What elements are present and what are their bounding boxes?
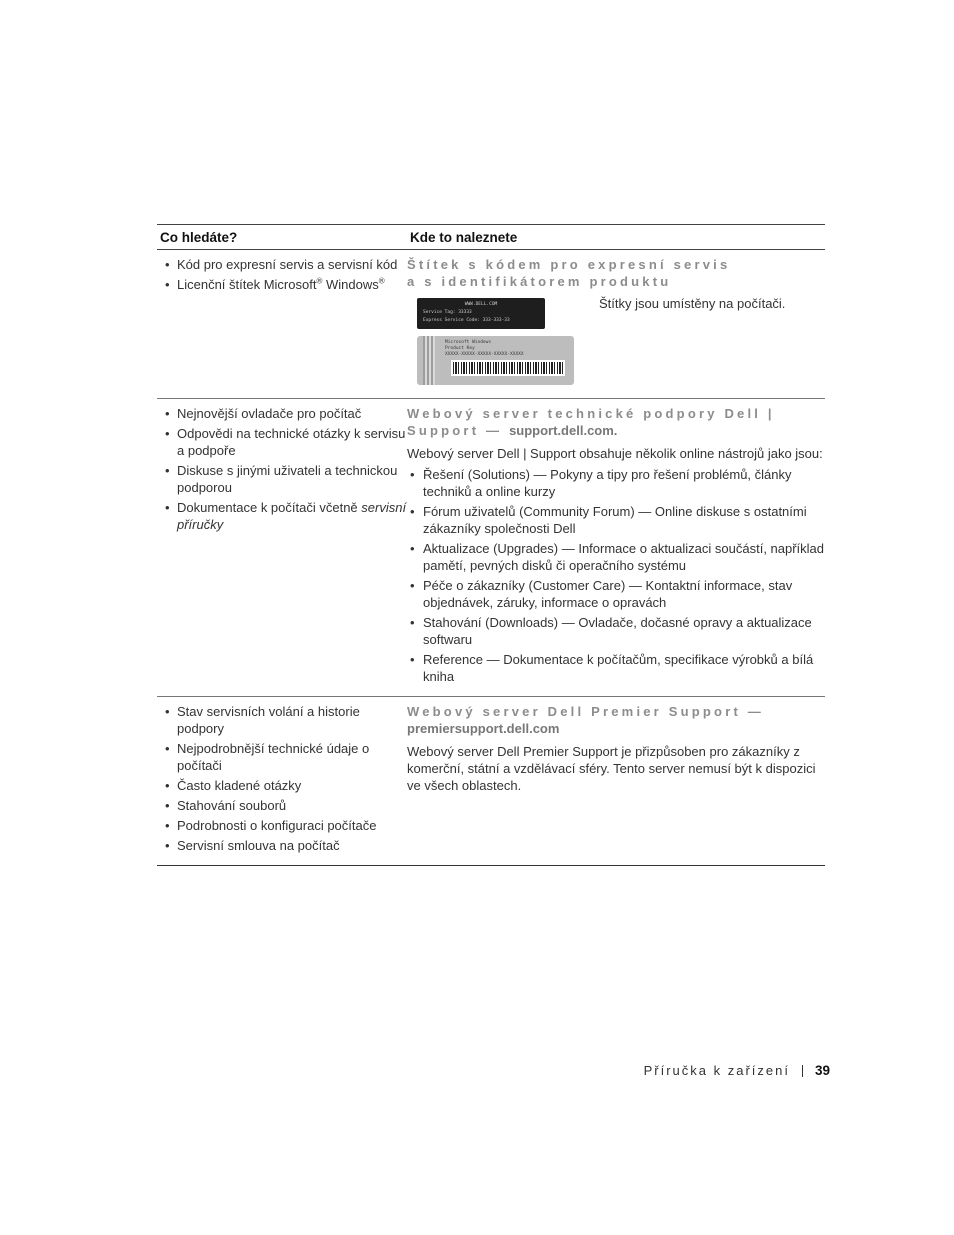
section-title-text: Webový server Dell Premier Support —: [407, 704, 764, 719]
section-title-line: Štítek s kódem pro expresní servis: [407, 257, 731, 272]
label-text: Product Key: [445, 346, 475, 351]
table-row: [157, 250, 825, 399]
header-where: Kde to naleznete: [410, 229, 518, 245]
list-item: • Péče o zákazníky (Customer Care) — Kontaktní informace, stav objednávek, záruky, informace o opravách: [407, 577, 825, 611]
label-text: XXXXX-XXXXX-XXXXX-XXXXX-XXXXX: [445, 352, 524, 357]
row1-what: [157, 250, 407, 398]
list-item: • Podrobnosti o konfiguraci počítače: [163, 817, 407, 834]
barcode-icon: [451, 360, 565, 376]
section-title-text: Webový server technické podpory Dell | Support —: [407, 406, 775, 438]
list-item-emphasis: servisní příručky: [177, 500, 407, 532]
list-item-text: Dokumentace k počítači včetně: [177, 500, 358, 515]
row3-what: [157, 697, 407, 865]
footer-divider: [802, 1065, 803, 1077]
table-header: [157, 224, 825, 250]
list-item-text: Kód pro expresní servis a servisní kód: [177, 257, 398, 272]
support-url: support.dell.com.: [509, 423, 618, 438]
section-title-line: a s identifikátorem produktu: [407, 274, 672, 289]
hologram-strip: [423, 336, 435, 385]
premier-support-url: premiersupport.dell.com: [407, 721, 560, 736]
list-item: • Nejpodrobnější technické údaje o počítači: [163, 740, 407, 774]
list-item-text: Licenční štítek Microsoft: [177, 277, 317, 292]
section-description: Webový server Dell Premier Support je přizpůsoben pro zákazníky z komerční, státní a vzdělávací sféry. Tento server nemusí být k dispozici ve všech oblastech.: [407, 744, 816, 793]
section-title: [407, 703, 825, 737]
list-item: • Diskuse s jinými uživateli a technickou podporou: [163, 462, 407, 496]
info-table: [157, 224, 825, 866]
footer-title: Příručka k zařízení: [643, 1063, 790, 1078]
list-item: [163, 256, 407, 273]
row3-list: [163, 703, 407, 854]
list-item: • Stav servisních volání a historie podpory: [163, 703, 407, 737]
list-item: • Fórum uživatelů (Community Forum) — Online diskuse s ostatními zákazníky společnosti Dell: [407, 503, 825, 537]
service-tag-label-image: [417, 298, 545, 329]
label-text: Service Tag: 33333: [423, 310, 472, 315]
label-text: Express Service Code: 333-333-33: [423, 318, 510, 323]
list-item: • Stahování souborů: [163, 797, 407, 814]
list-item: [163, 276, 407, 293]
row2-sublist: [407, 466, 825, 685]
label-text: Microsoft Windows: [445, 340, 492, 345]
row1-where: [407, 250, 825, 398]
section-title: [407, 405, 825, 439]
list-item: • Servisní smlouva na počítač: [163, 837, 407, 854]
license-label-text: [445, 340, 524, 358]
label-images: [407, 290, 825, 390]
list-item-text: Windows: [325, 277, 379, 292]
list-item: • Aktualizace (Upgrades) — Informace o aktualizaci součástí, například pamětí, pevných disků či operačního systému: [407, 540, 825, 574]
page-number: 39: [814, 1063, 830, 1078]
list-item: • Reference — Dokumentace k počítačům, specifikace výrobků a bílá kniha: [407, 651, 825, 685]
list-item: [163, 499, 407, 533]
table-row: [157, 399, 825, 697]
section-title: [407, 256, 825, 290]
label-note: Štítky jsou umístěny na počítači.: [599, 296, 786, 311]
list-item: • Stahování (Downloads) — Ovladače, dočasné opravy a aktualizace softwaru: [407, 614, 825, 648]
registered-mark: ®: [378, 276, 385, 286]
table-row: [157, 697, 825, 866]
list-item: • Často kladené otázky: [163, 777, 407, 794]
list-item: • Řešení (Solutions) — Pokyny a tipy pro řešení problémů, články techniků a online kurzy: [407, 466, 825, 500]
row3-where: [407, 697, 825, 865]
label-text: WWW.DELL.COM: [464, 302, 498, 307]
header-what: Co hledáte?: [160, 229, 238, 245]
row2-where: [407, 399, 825, 696]
list-item: • Nejnovější ovladače pro počítač: [163, 405, 407, 422]
windows-license-label-image: [417, 336, 574, 385]
registered-mark: ®: [316, 276, 323, 286]
row2-what: [157, 399, 407, 696]
list-item: • Odpovědi na technické otázky k servisu a podpoře: [163, 425, 407, 459]
page-footer: [644, 1063, 830, 1078]
section-intro: Webový server Dell | Support obsahuje několik online nástrojů jako jsou:: [407, 446, 823, 461]
row1-list: [163, 256, 407, 293]
row2-list: [163, 405, 407, 533]
